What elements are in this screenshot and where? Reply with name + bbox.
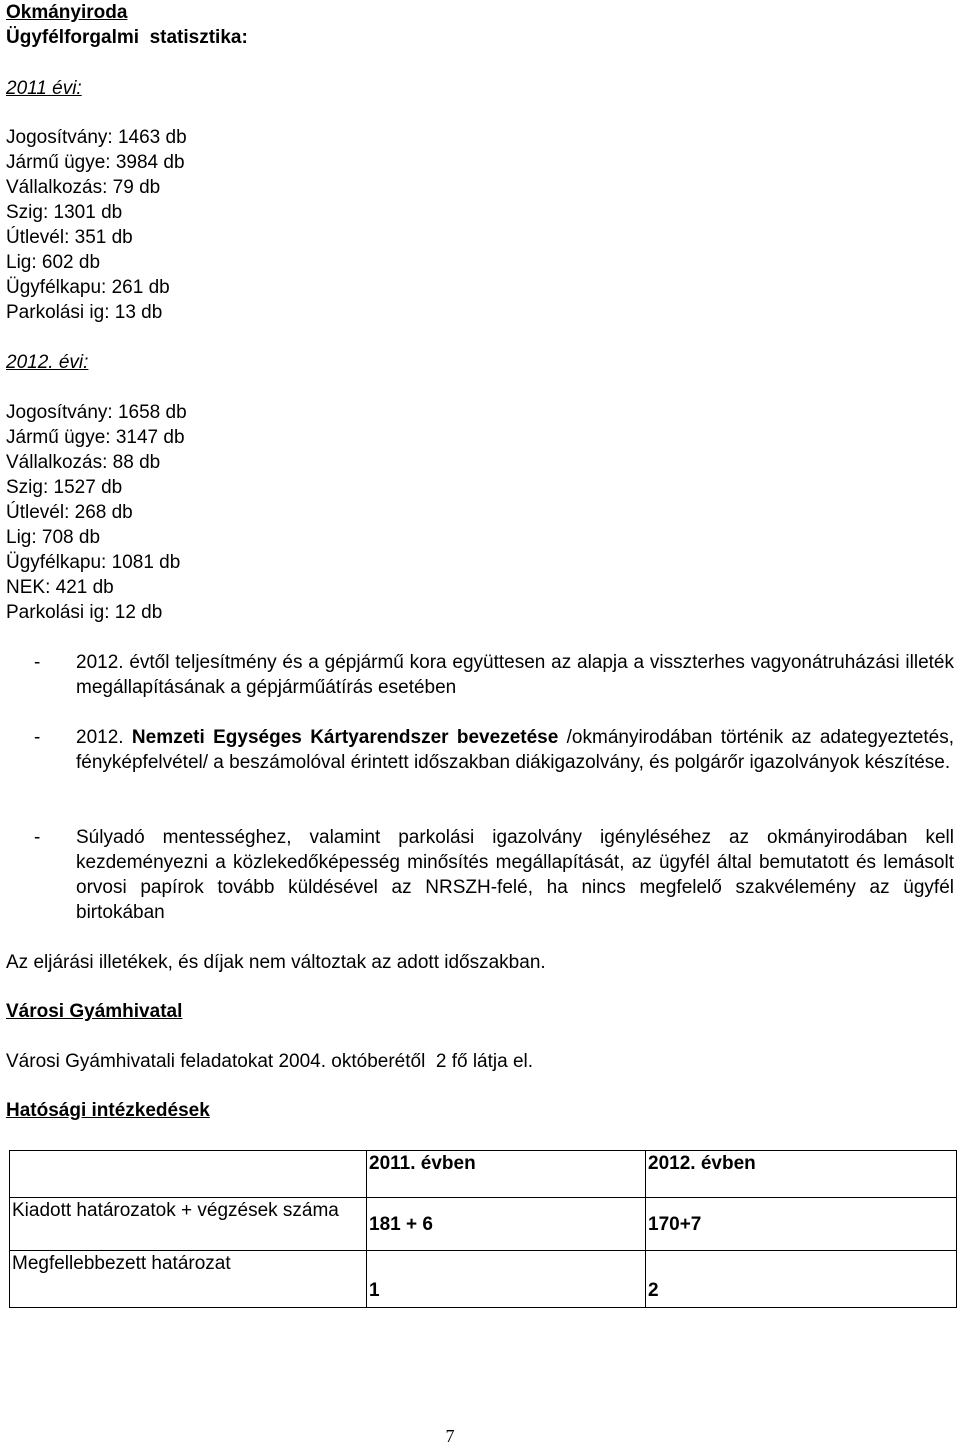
guardianship-heading: Városi Gyámhivatal xyxy=(6,1001,183,1022)
table-header-cell: 2011. évben xyxy=(367,1151,646,1198)
list-item: Ügyfélkapu: 261 db xyxy=(6,277,170,298)
table-cell: 2 xyxy=(646,1251,957,1308)
table-row xyxy=(10,1251,957,1308)
list-item: Útlevél: 351 db xyxy=(6,227,133,248)
bullet-vehicle-tax xyxy=(6,650,954,700)
list-item: Ügyfélkapu: 1081 db xyxy=(6,552,181,573)
fees-paragraph: Az eljárási illetékek, és díjak nem változtak az adott időszakban. xyxy=(6,952,546,973)
page-number: 7 xyxy=(445,1426,455,1446)
card-system-name: Nemzeti Egységes Kártyarendszer bevezetése xyxy=(131,727,559,748)
table-row xyxy=(10,1198,957,1251)
measures-heading: Hatósági intézkedések xyxy=(6,1100,210,1121)
list-item: Szig: 1527 db xyxy=(6,477,123,498)
list-item: Útlevél: 268 db xyxy=(6,502,133,523)
list-item: Lig: 708 db xyxy=(6,527,101,548)
measures-table xyxy=(9,1150,957,1308)
year-2012-label: 2012. évi: xyxy=(6,352,89,373)
bullet-prefix: 2012. xyxy=(76,727,132,748)
list-item: NEK: 421 db xyxy=(6,577,114,598)
list-item: Szig: 1301 db xyxy=(6,202,123,223)
bullet-text: Súlyadó mentességhez, valamint parkolási igazolvány igényléséhez az okmányirodában kell kezdeményezni a közlekedőképesség minősítés megállapítását, az ügyfél által bemutatott és lemásolt orvosi papírok tovább küldésével az NRSZH-felé, ha nincs megfelelő szakvélemény az ügyfél birtokában xyxy=(76,827,954,923)
table-cell xyxy=(10,1151,367,1198)
list-item: Jármű ügye: 3984 db xyxy=(6,152,185,173)
table-header-row xyxy=(10,1151,957,1198)
year-2011-list xyxy=(6,125,187,325)
list-item: Parkolási ig: 13 db xyxy=(6,302,163,323)
bullet-weight-tax xyxy=(6,825,954,925)
bullet-rest: /okmányirodában történik az adategyeztetés, fényképfelvétel/ a beszámolóval érintett időszakban diákigazolvány, és polgárőr igazolványok készítése. xyxy=(76,727,954,773)
bullet-text: 2012. évtől teljesítmény és a gépjármű kora együttesen az alapja a visszterhes vagyonátruházási illeték megállapításának a gépjárműátírás esetében xyxy=(76,652,954,698)
statistics-heading: Ügyfélforgalmi statisztika: xyxy=(6,27,248,48)
list-item: Jogosítvány: 1463 db xyxy=(6,127,187,148)
list-item: Vállalkozás: 88 db xyxy=(6,452,161,473)
bullet-dash: - xyxy=(34,652,41,673)
table-cell: Kiadott határozatok + végzések száma xyxy=(10,1198,367,1251)
bullet-dash: - xyxy=(34,827,41,848)
list-item: Parkolási ig: 12 db xyxy=(6,602,163,623)
table-cell: Megfellebbezett határozat xyxy=(10,1251,367,1308)
list-item: Lig: 602 db xyxy=(6,252,101,273)
year-2011-label: 2011 évi: xyxy=(6,78,82,99)
office-heading: Okmányiroda xyxy=(6,2,128,23)
list-item: Jogosítvány: 1658 db xyxy=(6,402,187,423)
bullet-text xyxy=(76,725,954,775)
year-2012-list xyxy=(6,400,187,625)
table-cell: 170+7 xyxy=(646,1198,957,1251)
bullet-card-system xyxy=(6,725,954,775)
guardianship-paragraph: Városi Gyámhivatali feladatokat 2004. októberétől 2 fő látja el. xyxy=(6,1051,534,1072)
list-item: Jármű ügye: 3147 db xyxy=(6,427,185,448)
table-header-cell: 2012. évben xyxy=(646,1151,957,1198)
table-cell: 1 xyxy=(367,1251,646,1308)
table-cell: 181 + 6 xyxy=(367,1198,646,1251)
list-item: Vállalkozás: 79 db xyxy=(6,177,161,198)
bullet-dash: - xyxy=(34,727,41,748)
